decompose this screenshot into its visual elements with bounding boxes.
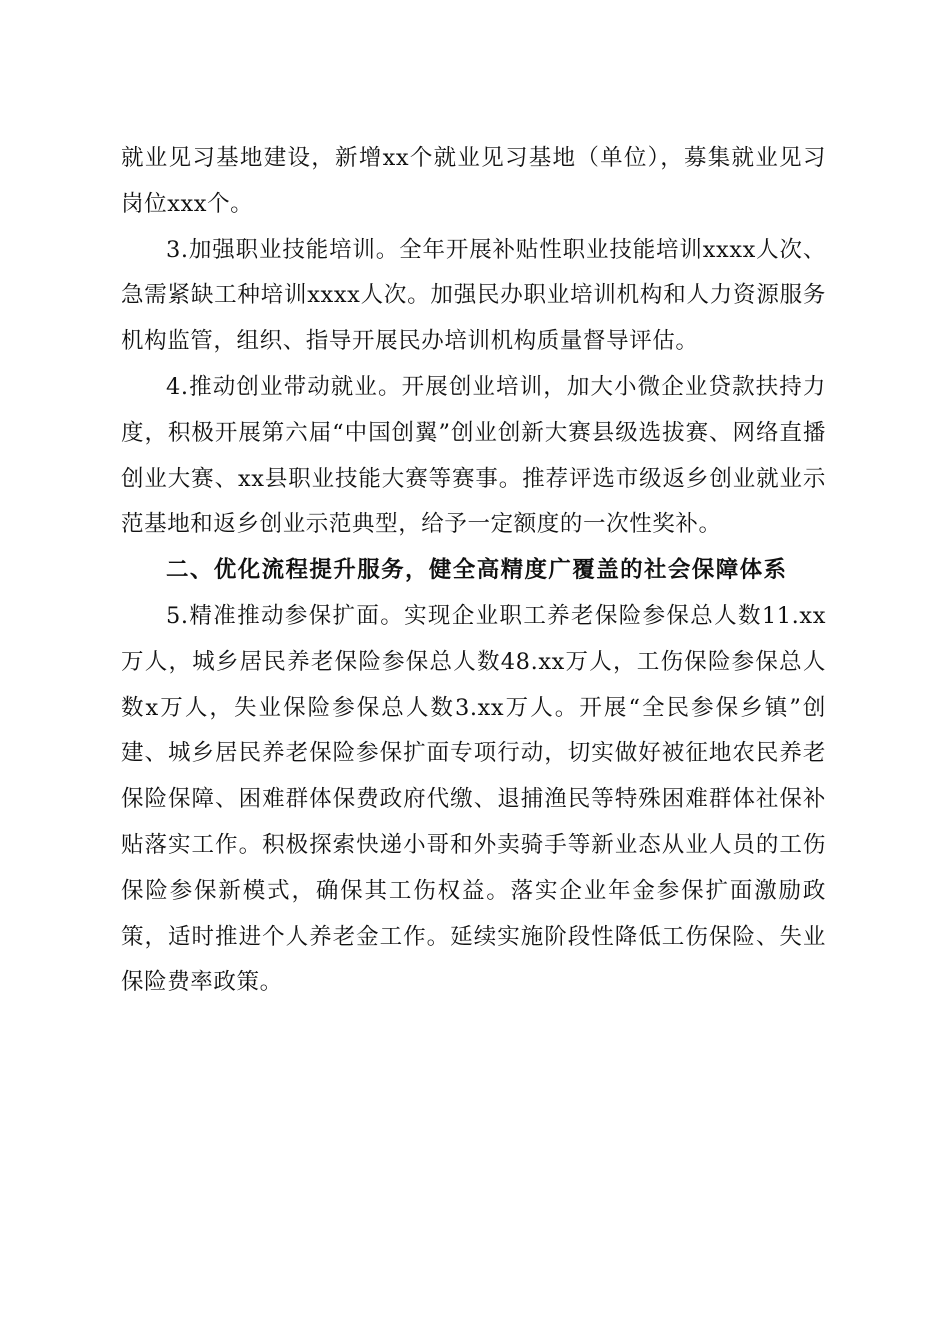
- paragraph-item-5: 5.精准推动参保扩面。实现企业职工养老保险参保总人数11.xx万人，城乡居民养老保险参保总人数48.xx万人，工伤保险参保总人数x万人，失业保险参保总人数3.xx万人。开展“全民参保乡镇”创建、城乡居民养老保险参保扩面专项行动，切实做好被征地农民养老保险保障、困难群体保费政府代缴、退捕渔民等特殊困难群体社保补贴落实工作。积极探索快递小哥和外卖骑手等新业态从业人员的工伤保险参保新模式，确保其工伤权益。落实企业年金参保扩面激励政策，适时推进个人养老金工作。延续实施阶段性降低工伤保险、失业保险费率政策。: [121, 602, 826, 996]
- paragraph-item-4: 4.推动创业带动就业。开展创业培训，加大小微企业贷款扶持力度，积极开展第六届“中国创翼”创业创新大赛县级选拔赛、网络直播创业大赛、xx县职业技能大赛等赛事。推荐评选市级返乡创业就业示范基地和返乡创业示范典型，给予一定额度的一次性奖补。: [121, 373, 826, 538]
- section-heading-2: 二、优化流程提升服务，健全高精度广覆盖的社会保障体系: [166, 557, 788, 584]
- paragraph-item-3: 3.加强职业技能培训。全年开展补贴性职业技能培训xxxx人次、急需紧缺工种培训xxxx人次。加强民办职业培训机构和人力资源服务机构监管，组织、指导开展民办培训机构质量督导评估。: [121, 236, 826, 355]
- document-page: [121, 136, 826, 1006]
- paragraph-continuation: 就业见习基地建设，新增xx个就业见习基地（单位），募集就业见习岗位xxx个。: [121, 145, 826, 217]
